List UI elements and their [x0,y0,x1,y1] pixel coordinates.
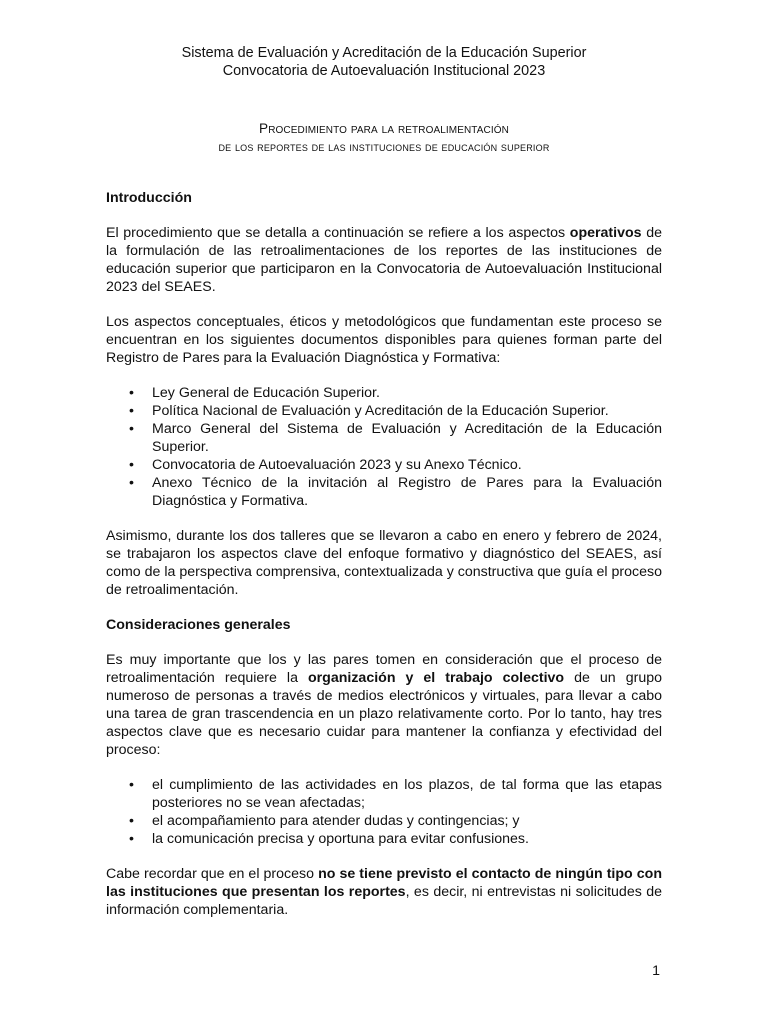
list-item: • el acompañamiento para atender dudas y contingencias; y [106,812,662,830]
title-line-2: de los reportes de las instituciones de educación superior [218,140,550,154]
text-run: de un grupo numeroso de personas a través de medios electrónicos y virtuales, para llevar a cabo una tarea de gran trascendencia en un plazo relativamente corto. Por lo tanto, hay tres aspectos clave que es necesario cuidar para mantener la confianza y efectividad del proceso: [106,670,662,758]
list-item: • la comunicación precisa y oportuna para evitar confusiones. [106,830,662,848]
list-item: • Política Nacional de Evaluación y Acreditación de la Educación Superior. [106,402,662,420]
key-aspects-list [106,776,662,848]
bold-run: no se tiene previsto el contacto de ningún tipo con las instituciones que presentan los reportes [106,866,662,900]
header-line-1: Sistema de Evaluación y Acreditación de la Educación Superior [181,45,587,61]
text-run: de la formulación de las retroalimentaciones de los reportes de las instituciones de educación superior que participaron en la Convocatoria de Autoevaluación Institucional 2023 del SEAES. [106,225,662,295]
intro-paragraph-2: Los aspectos conceptuales, éticos y metodológicos que fundamentan este proceso se encuentran en los siguientes documentos disponibles para quienes forman parte del Registro de Pares para la Evaluación Diagnóstica y Formativa: [106,314,662,366]
general-paragraph-1 [106,651,662,759]
intro-paragraph-1 [106,224,662,296]
section-heading-general-considerations: Consideraciones generales [106,617,291,633]
bold-run: organización y el trabajo colectivo [307,670,565,686]
intro-paragraph-3: Asimismo, durante los dos talleres que se llevaron a cabo en enero y febrero de 2024, se trabajaron los aspectos clave del enfoque formativo y diagnóstico del SEAES, así como de la perspectiva comprensiva, contextualizada y constructiva que guía el proceso de retroalimentación. [106,528,662,598]
document-title [0,120,768,156]
document-header [0,44,768,80]
document-body [106,189,662,919]
list-item: • Marco General del Sistema de Evaluación y Acreditación de la Educación Superior. [106,420,662,456]
list-item: • Anexo Técnico de la invitación al Registro de Pares para la Evaluación Diagnóstica y Formativa. [106,474,662,510]
bold-run: operativos [569,225,642,241]
header-line-2: Convocatoria de Autoevaluación Institucional 2023 [222,63,546,79]
list-item: • Ley General de Educación Superior. [106,384,662,402]
list-item: • el cumplimiento de las actividades en los plazos, de tal forma que las etapas posteriores no se vean afectadas; [106,776,662,812]
text-run: Es muy importante que los y las pares tomen en consideración que el proceso de retroalimentación requiere la [106,652,662,686]
text-run: , es decir, ni entrevistas ni solicitudes de información complementaria. [106,884,662,918]
documents-list [106,384,662,510]
general-paragraph-2 [106,865,662,919]
page-number: 1 [652,963,660,979]
text-run: El procedimiento que se detalla a continuación se refiere a los aspectos [106,225,570,241]
text-run: Cabe recordar que en el proceso [106,866,319,882]
section-heading-introduction: Introducción [106,190,192,206]
list-item: • Convocatoria de Autoevaluación 2023 y su Anexo Técnico. [106,456,662,474]
title-line-1: Procedimiento para la retroalimentación [259,121,509,136]
